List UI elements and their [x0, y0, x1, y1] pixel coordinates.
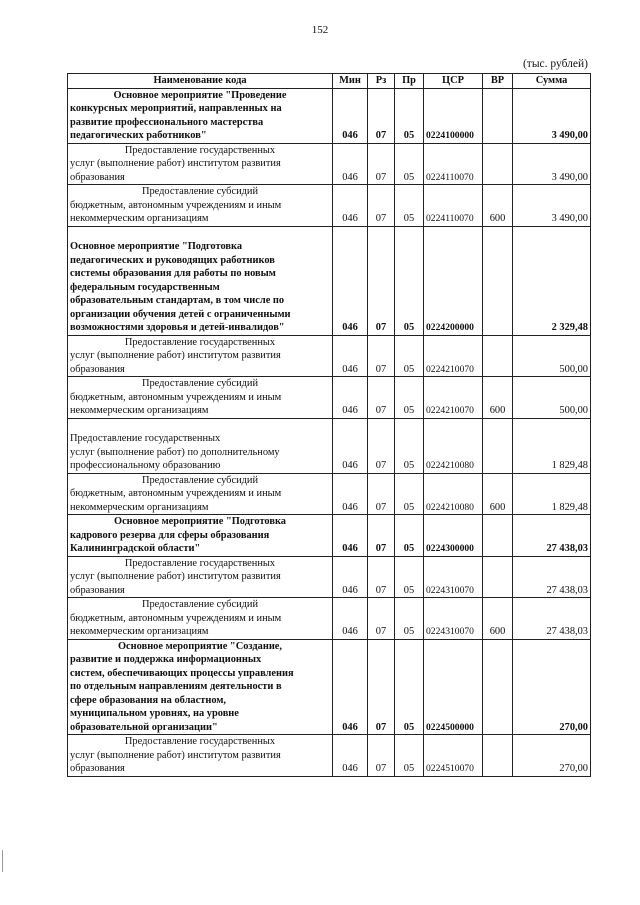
cell-name	[68, 143, 333, 185]
cell-vr: 600	[483, 377, 513, 419]
cell-sum: 1 829,48	[513, 473, 591, 515]
cell-min: 046	[333, 143, 368, 185]
cell-name-line: возможностями здоровья и детей-инвалидов"	[70, 322, 285, 333]
cell-pr: 05	[395, 473, 424, 515]
table-row	[68, 335, 591, 377]
cell-csr: 0224210070	[424, 377, 483, 419]
cell-csr: 0224110070	[424, 185, 483, 227]
cell-pr: 05	[395, 735, 424, 777]
page-number: 152	[311, 24, 329, 36]
cell-name-line: Предоставление государственных	[124, 144, 276, 156]
cell-pr: 05	[395, 639, 424, 735]
cell-vr: 600	[483, 473, 513, 515]
header-min: Мин	[333, 74, 368, 89]
table-body	[68, 88, 591, 776]
cell-name-line: педагогических и руководящих работников	[70, 254, 275, 266]
table-row	[68, 185, 591, 227]
cell-name-line: услуг (выполнение работ) институтом развития	[70, 158, 281, 169]
table-row	[68, 143, 591, 185]
cell-name	[68, 377, 333, 419]
cell-sum: 2 329,48	[513, 226, 591, 335]
header-rz: Рз	[368, 74, 395, 89]
cell-name	[68, 185, 333, 227]
cell-csr: 0224500000	[424, 639, 483, 735]
cell-name-line: услуг (выполнение работ) по дополнительному	[70, 446, 280, 458]
cell-vr	[483, 88, 513, 143]
cell-name-line: развитие профессионального мастерства	[70, 116, 264, 128]
cell-name-line: Основное мероприятие "Подготовка	[113, 516, 287, 527]
cell-name-line: некоммерческим организациям	[70, 213, 209, 224]
cell-sum: 270,00	[513, 639, 591, 735]
cell-rz: 07	[368, 639, 395, 735]
cell-pr: 05	[395, 143, 424, 185]
cell-sum: 3 490,00	[513, 88, 591, 143]
cell-name	[68, 335, 333, 377]
cell-rz: 07	[368, 515, 395, 557]
cell-csr: 0224310070	[424, 556, 483, 598]
cell-rz: 07	[368, 473, 395, 515]
cell-min: 046	[333, 515, 368, 557]
cell-name-line: Предоставление субсидий	[141, 378, 259, 389]
cell-name-line: бюджетным, автономным учреждениям и иным	[70, 391, 282, 403]
cell-vr	[483, 735, 513, 777]
cell-vr	[483, 226, 513, 335]
cell-name-line: некоммерческим организациям	[70, 501, 209, 513]
cell-name-line: услуг (выполнение работ) институтом развития	[70, 571, 281, 582]
cell-pr: 05	[395, 185, 424, 227]
table-row	[68, 735, 591, 777]
cell-pr: 05	[395, 418, 424, 473]
cell-csr: 0224210070	[424, 335, 483, 377]
cell-min: 046	[333, 88, 368, 143]
cell-name-line: педагогических работников"	[70, 130, 207, 141]
cell-name-line: некоммерческим организациям	[70, 626, 209, 637]
cell-csr: 0224510070	[424, 735, 483, 777]
header-sum: Сумма	[513, 74, 591, 89]
cell-min: 046	[333, 185, 368, 227]
cell-min: 046	[333, 418, 368, 473]
cell-pr: 05	[395, 556, 424, 598]
cell-name-line: образования	[70, 763, 125, 774]
cell-name-line: образовательной организации"	[70, 721, 218, 733]
cell-vr: 600	[483, 598, 513, 640]
cell-csr: 0224110070	[424, 143, 483, 185]
cell-name-line: Предоставление государственных	[124, 557, 276, 569]
cell-min: 046	[333, 556, 368, 598]
cell-sum: 270,00	[513, 735, 591, 777]
cell-rz: 07	[368, 88, 395, 143]
cell-rz: 07	[368, 143, 395, 185]
cell-name	[68, 515, 333, 557]
table-header-row	[68, 74, 591, 89]
cell-rz: 07	[368, 418, 395, 473]
cell-pr: 05	[395, 515, 424, 557]
cell-name-line: муниципальном уровнях, на уровне	[70, 708, 239, 719]
cell-min: 046	[333, 598, 368, 640]
cell-name-line: Основное мероприятие "Создание,	[117, 640, 283, 652]
cell-name-line: Предоставление субсидий	[141, 474, 259, 486]
table-row	[68, 515, 591, 557]
cell-name-line: образовательным стандартам, в том числе по	[70, 295, 285, 306]
cell-pr: 05	[395, 598, 424, 640]
table-row	[68, 88, 591, 143]
cell-sum: 1 829,48	[513, 418, 591, 473]
cell-name-line: образования	[70, 363, 125, 375]
cell-rz: 07	[368, 598, 395, 640]
cell-rz: 07	[368, 335, 395, 377]
cell-name	[68, 418, 333, 473]
cell-name-line: сфере образования на областном,	[70, 694, 226, 706]
cell-name-line: Основное мероприятие "Подготовка	[70, 241, 243, 252]
units-label: (тыс. рублей)	[522, 58, 588, 70]
cell-name	[68, 226, 333, 335]
cell-sum: 500,00	[513, 377, 591, 419]
cell-name-line: Предоставление субсидий	[141, 186, 259, 197]
cell-vr	[483, 143, 513, 185]
cell-sum: 27 438,03	[513, 598, 591, 640]
scan-artifact	[2, 850, 3, 872]
table-row	[68, 556, 591, 598]
table-row	[68, 639, 591, 735]
cell-vr	[483, 335, 513, 377]
cell-name-line: Предоставление субсидий	[141, 599, 259, 610]
cell-name-line: организации обучения детей с ограниченными	[70, 308, 291, 320]
cell-name-line: по отдельным направлениям деятельности в	[70, 681, 282, 692]
cell-sum: 27 438,03	[513, 556, 591, 598]
cell-name-line: Предоставление государственных	[124, 336, 276, 348]
cell-rz: 07	[368, 226, 395, 335]
cell-name-line	[70, 227, 330, 241]
cell-vr	[483, 418, 513, 473]
cell-name-line: систем, обеспечивающих процессы управления	[70, 667, 294, 679]
cell-name-line: кадрового резерва для сферы образования	[70, 529, 270, 541]
cell-sum: 3 490,00	[513, 143, 591, 185]
cell-sum: 27 438,03	[513, 515, 591, 557]
cell-name-line: бюджетным, автономным учреждениям и иным	[70, 199, 282, 211]
cell-csr: 0224300000	[424, 515, 483, 557]
cell-name	[68, 598, 333, 640]
cell-csr: 0224210080	[424, 473, 483, 515]
cell-name-line: некоммерческим организациям	[70, 405, 209, 416]
cell-csr: 0224310070	[424, 598, 483, 640]
cell-name-line: услуг (выполнение работ) институтом развития	[70, 350, 281, 361]
cell-name-line: федеральным государственным	[70, 281, 220, 293]
cell-name-line: Калининградской области"	[70, 543, 201, 554]
cell-csr: 0224100000	[424, 88, 483, 143]
cell-vr	[483, 639, 513, 735]
cell-name-line: профессиональному образованию	[70, 460, 221, 471]
cell-sum: 3 490,00	[513, 185, 591, 227]
cell-rz: 07	[368, 377, 395, 419]
cell-name-line: образования	[70, 171, 125, 183]
cell-rz: 07	[368, 185, 395, 227]
cell-vr	[483, 556, 513, 598]
cell-name-line: услуг (выполнение работ) институтом развития	[70, 749, 281, 761]
cell-name-line	[70, 419, 330, 433]
table-row	[68, 598, 591, 640]
cell-vr: 600	[483, 185, 513, 227]
cell-rz: 07	[368, 556, 395, 598]
cell-min: 046	[333, 226, 368, 335]
budget-table	[67, 73, 591, 777]
cell-vr	[483, 515, 513, 557]
cell-name	[68, 556, 333, 598]
cell-name	[68, 639, 333, 735]
cell-name-line: бюджетным, автономным учреждениям и иным	[70, 488, 282, 499]
cell-name-line: образования	[70, 584, 125, 596]
cell-sum: 500,00	[513, 335, 591, 377]
cell-name	[68, 735, 333, 777]
cell-name-line: конкурсных мероприятий, направленных на	[70, 103, 282, 114]
cell-rz: 07	[368, 735, 395, 777]
cell-name-line: системы образования для работы по новым	[70, 268, 276, 279]
table-row	[68, 226, 591, 335]
cell-min: 046	[333, 473, 368, 515]
cell-csr: 0224200000	[424, 226, 483, 335]
cell-pr: 05	[395, 377, 424, 419]
cell-min: 046	[333, 639, 368, 735]
header-csr: ЦСР	[424, 74, 483, 89]
cell-min: 046	[333, 335, 368, 377]
table-row	[68, 418, 591, 473]
cell-pr: 05	[395, 335, 424, 377]
cell-name	[68, 473, 333, 515]
table-row	[68, 377, 591, 419]
header-pr: Пр	[395, 74, 424, 89]
cell-name	[68, 88, 333, 143]
cell-name-line: развитие и поддержка информационных	[70, 654, 262, 665]
cell-pr: 05	[395, 226, 424, 335]
cell-name-line: Предоставление государственных	[70, 433, 221, 444]
header-name: Наименование кода	[68, 74, 333, 89]
cell-name-line: Предоставление государственных	[124, 736, 276, 747]
header-vr: ВР	[483, 74, 513, 89]
cell-min: 046	[333, 735, 368, 777]
cell-name-line: Основное мероприятие "Проведение	[113, 89, 287, 101]
cell-min: 046	[333, 377, 368, 419]
cell-name-line: бюджетным, автономным учреждениям и иным	[70, 612, 282, 624]
table-row	[68, 473, 591, 515]
cell-pr: 05	[395, 88, 424, 143]
cell-csr: 0224210080	[424, 418, 483, 473]
